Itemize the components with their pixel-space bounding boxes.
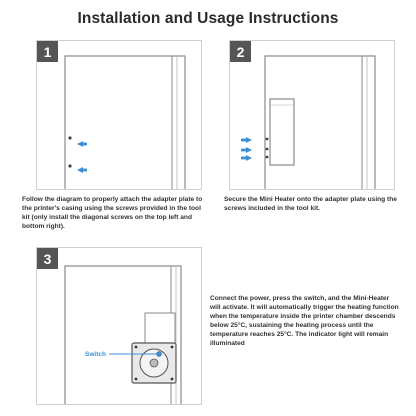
step-3-badge: 3 <box>37 248 58 269</box>
mini-heater <box>270 99 294 165</box>
step-2-diagram <box>230 41 395 190</box>
step-1-badge: 1 <box>37 41 58 62</box>
step-2-description: Secure the Mini Heater onto the adapter plate using the screws included in the tool kit. <box>224 196 397 212</box>
step-2-badge: 2 <box>230 41 251 62</box>
step-2-panel <box>229 40 395 190</box>
power-switch-icon <box>157 352 162 357</box>
arrow-icon <box>241 137 252 161</box>
step-3-description: Connect the power, press the switch, and the Mini-Heater will activate. It will automatically trigger the heating function when the temperature inside the printer chamber descends below 25°C, sustaining the heating process until the temperature reaches 25°C. The indicator light will remain illuminated <box>210 295 399 347</box>
step-1-description: Follow the diagram to properly attach the adapter plate to the printer's casing using the screws provided in the tool kit (only install the diagonal screws on the top left and bottom right). <box>22 196 203 230</box>
step-3-panel <box>36 247 202 405</box>
page-title: Installation and Usage Instructions <box>77 10 339 27</box>
screw-icon <box>266 138 269 141</box>
screw-icon <box>68 164 71 167</box>
step-1-panel <box>36 40 202 190</box>
screw-icon <box>266 156 269 159</box>
step-3-diagram <box>37 248 202 405</box>
screw-icon <box>266 148 269 151</box>
switch-label: Switch <box>85 351 106 358</box>
screw-icon <box>68 136 71 139</box>
step-1-diagram <box>37 41 202 190</box>
